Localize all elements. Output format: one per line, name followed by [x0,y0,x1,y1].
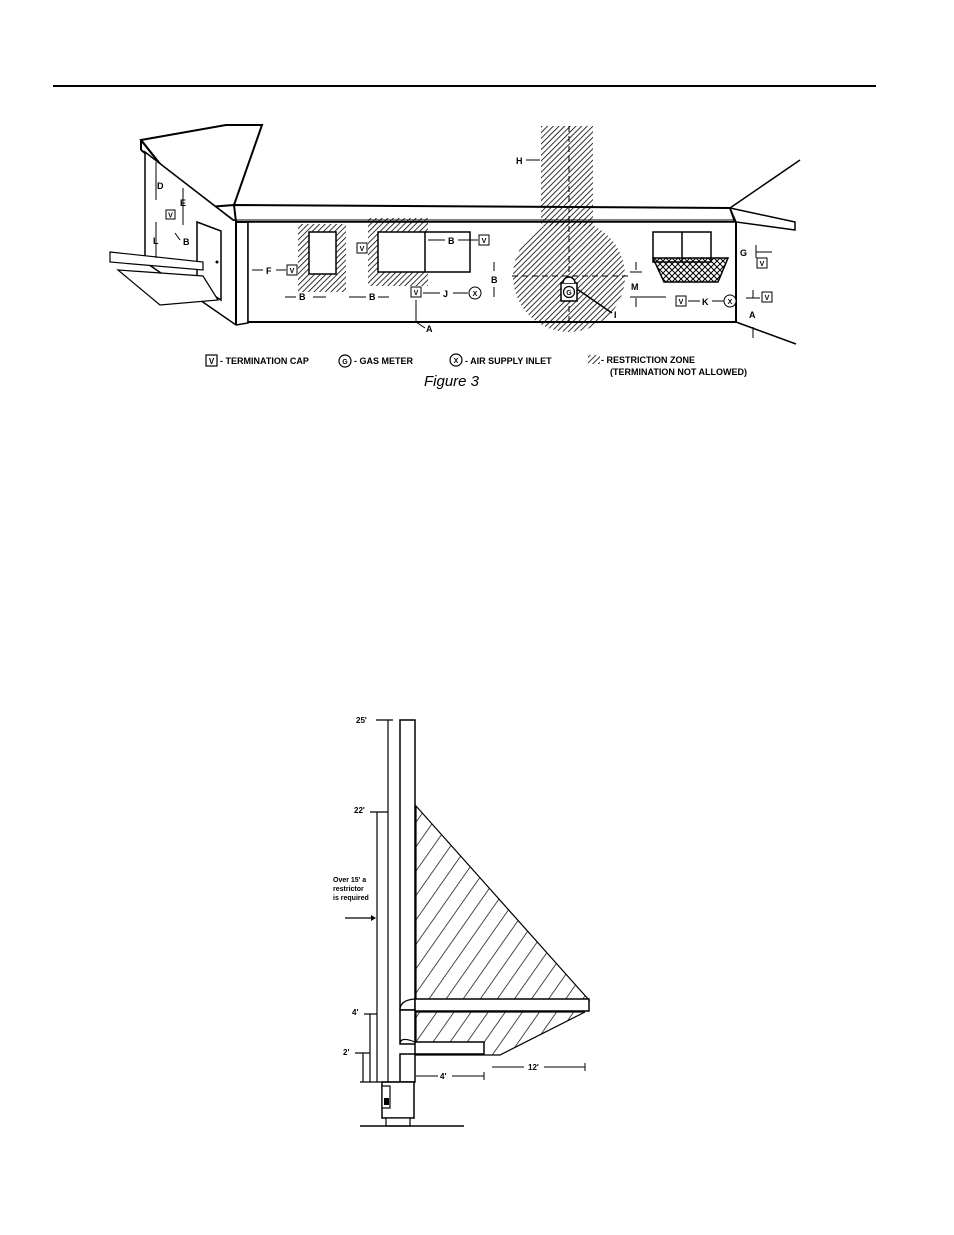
vent-pipe-horizontal-upper [415,999,589,1011]
vent-pipe-lower [400,1054,415,1082]
dim-D: D [157,181,164,191]
note-line-2: restrictor [333,886,364,893]
dim-B-2: B [369,292,376,302]
dim-J: J [443,289,449,299]
cap-icon-K: V [678,299,684,306]
air-inlet-symbol-K: X [727,299,733,306]
dim-I: I [614,310,617,320]
dim-B-1: B [299,292,306,302]
window-3-box [653,258,728,282]
dim-G: G [740,248,748,258]
height-2: 2' [343,1048,350,1057]
dim-L: L [153,236,159,246]
restriction-zone-chimney [541,126,593,226]
house-illustration [110,125,800,344]
vent-zone-upper [416,806,589,1000]
dim-F: F [266,266,272,276]
legend-gas-meter: - GAS METER [354,356,414,366]
window-2 [378,232,470,272]
dim-B-3: B [448,236,455,246]
legend-inlet-icon: X [453,358,459,365]
legend-restriction-zone: - RESTRICTION ZONE [601,355,695,365]
legend-air-supply-inlet: - AIR SUPPLY INLET [465,356,552,366]
note-line-3: is required [333,895,369,902]
gas-meter-symbol: G [566,290,572,297]
height-25: 25' [356,716,367,725]
height-22: 22' [354,806,365,815]
legend-hatch-swatch [588,355,600,364]
vent-pipe-segment [400,1010,415,1044]
cap-icon-B3: V [481,238,487,245]
window-1 [309,232,336,274]
dim-K: K [702,297,709,307]
legend-restriction-note: (TERMINATION NOT ALLOWED) [610,367,747,377]
dim-B-left: B [183,237,190,247]
air-inlet-symbol-J: X [472,291,478,298]
cap-icon-F: V [289,268,295,275]
vent-pipe-vertical [400,720,415,1010]
figure-caption: Figure 3 [424,373,480,390]
right-roof [730,208,795,230]
cap-icon-J: V [413,290,419,297]
legend-meter-icon: G [342,359,348,366]
main-eave [234,205,735,222]
dim-B-4: B [491,275,498,285]
run-4: 4' [440,1072,447,1081]
legend-cap-icon: V [208,357,215,366]
legend-termination-cap: - TERMINATION CAP [220,356,309,366]
vent-diagram [333,716,589,1126]
dim-E-left: E [180,198,187,208]
dim-H: H [516,156,523,166]
note-line-1: Over 15' a [333,877,367,884]
cap-icon-A-right: V [764,295,770,302]
height-4: 4' [352,1008,359,1017]
cap-icon-G: V [759,261,765,268]
dim-A-center: A [426,324,433,334]
cap-icon-left: V [168,212,173,220]
dim-M: M [631,282,639,292]
run-12: 12' [528,1063,539,1072]
dim-A-right: A [749,310,756,320]
cap-icon-window2: V [359,246,365,253]
vent-pipe-horizontal-lower [415,1042,484,1054]
